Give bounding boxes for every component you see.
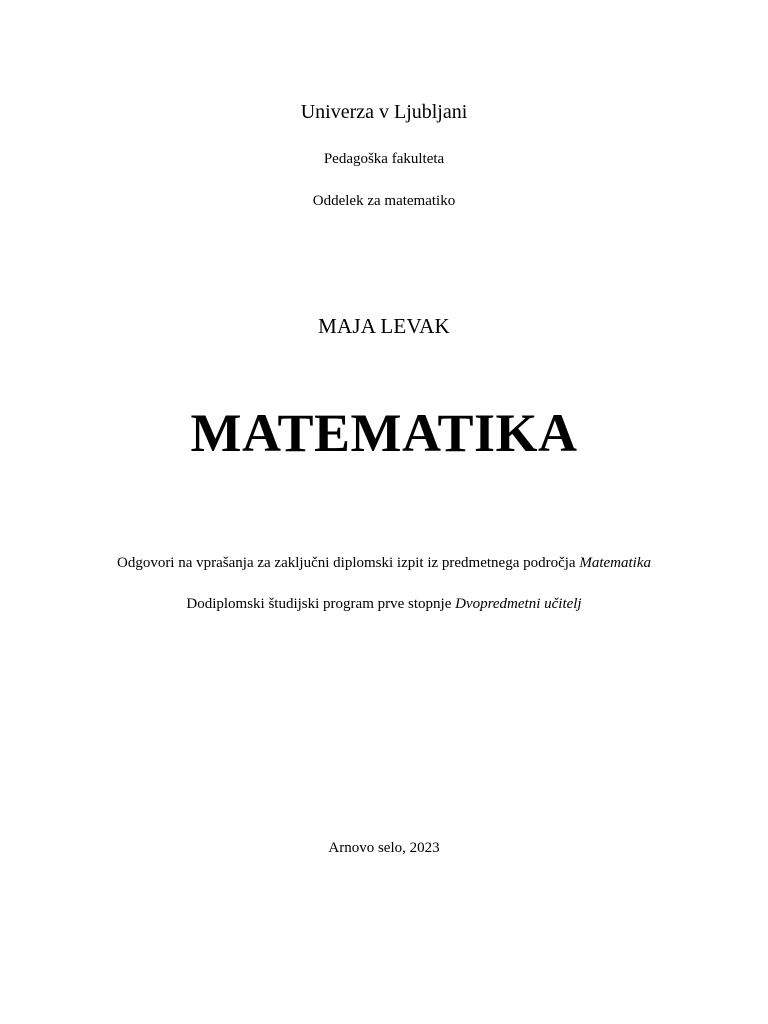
subtitle-subject: Matematika: [579, 555, 651, 571]
place-and-year: Arnovo selo, 2023: [328, 840, 440, 856]
department-name: Oddelek za matematiko: [312, 193, 456, 209]
program-name: Dvopredmetni učitelj: [455, 596, 582, 612]
program-text: Dodiplomski študijski program prve stopnje: [186, 596, 452, 612]
study-program: [0, 597, 768, 612]
document-title: MATEMATIKA: [190, 403, 578, 463]
subtitle-text: Odgovori na vprašanja za zaključni diplomski izpit iz predmetnega področja: [116, 555, 576, 571]
university-name: Univerza v Ljubljani: [300, 101, 468, 123]
author-name: MAJA LEVAK: [318, 314, 450, 338]
document-subtitle: [0, 556, 768, 571]
faculty-name: Pedagoška fakulteta: [323, 151, 445, 167]
